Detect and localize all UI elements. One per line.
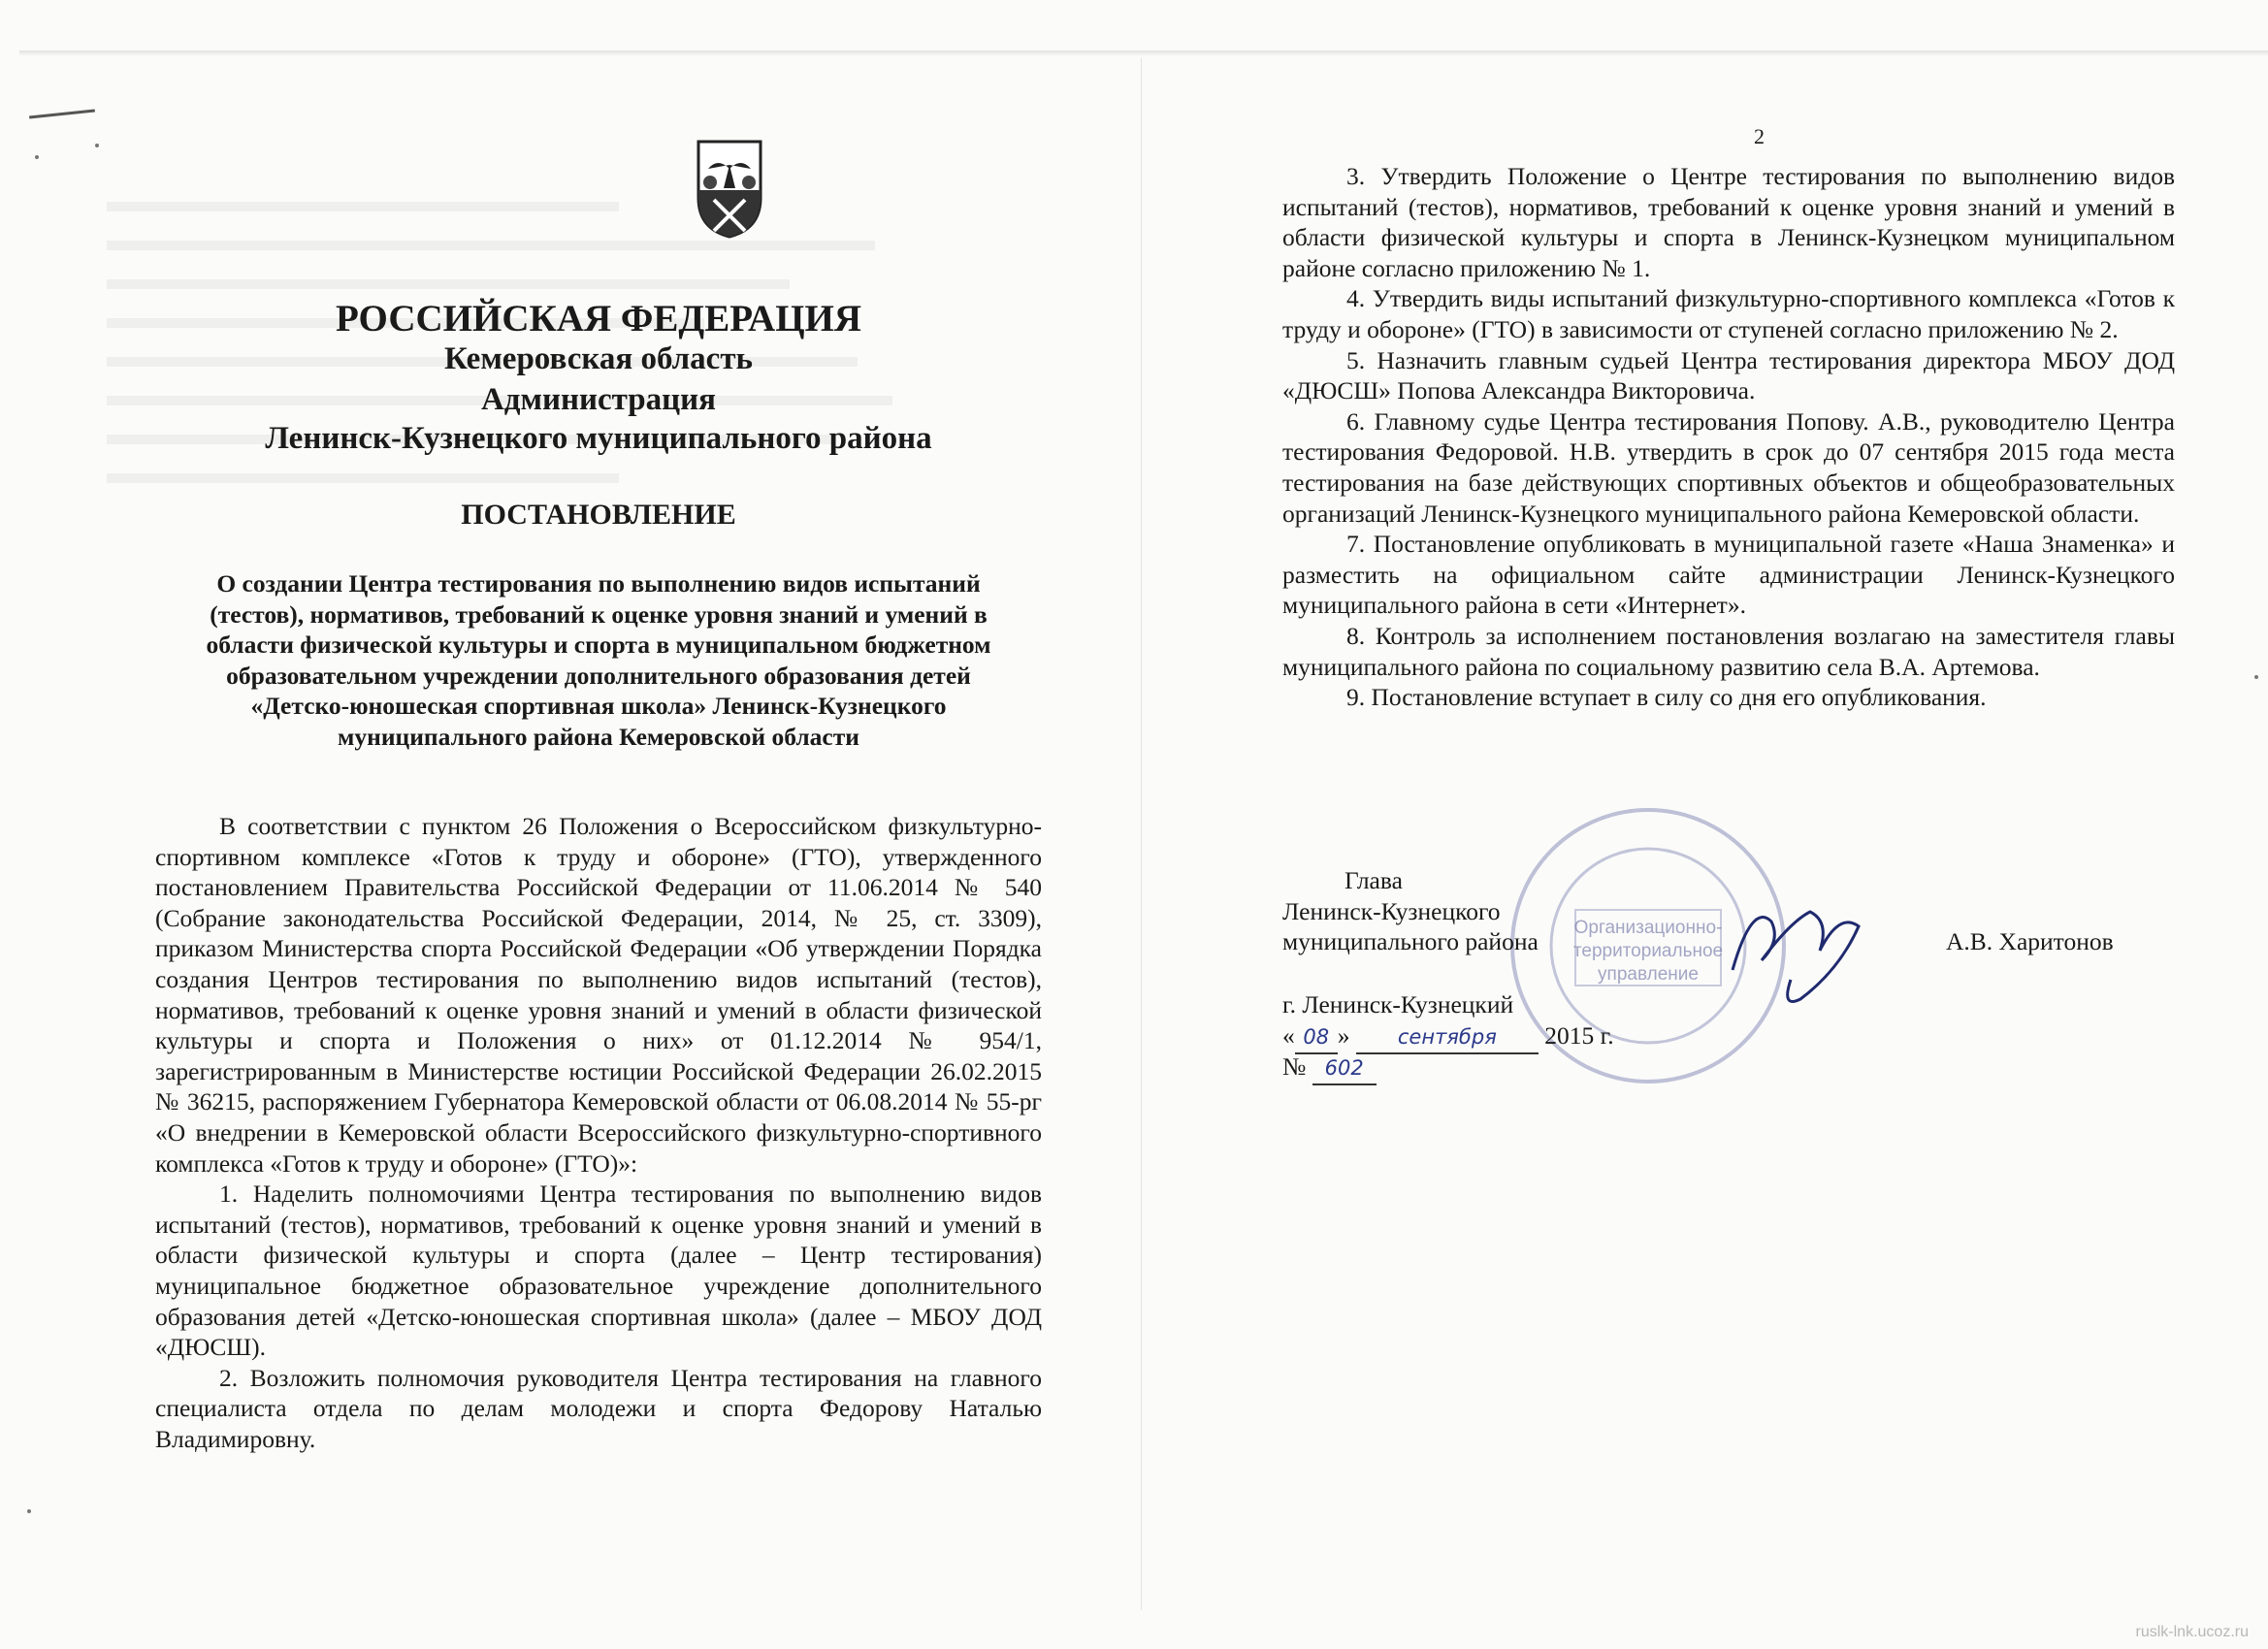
number-label: №: [1282, 1052, 1307, 1081]
number-value: 602: [1312, 1053, 1377, 1085]
decree-item: 6. Главному судье Центра тестирования Попову. А.В., руководителю Центра тестирования Федоровой. Н.В. утвердить в срок до 07 сентября 2015 года места тестирования на базе действующих спортивных объектов и общеобразовательных организаций Ленинск-Кузнецкого муниципального района Кемеровской области.: [1282, 406, 2175, 528]
decree-item: 7. Постановление опубликовать в муниципальной газете «Наша Знаменка» и разместить на официальном сайте администрации Ленинск-Кузнецкого муниципального района в сети «Интернет».: [1282, 530, 2175, 620]
decree-item: 3. Утвердить Положение о Центре тестирования по выполнению видов испытаний (тестов), нормативов, требований к оценке уровня знаний и умений в области физической культуры и спорта в Ленинск-Кузнецком муниципальном районе согласно приложению № 1.: [1282, 162, 2175, 282]
signatory-name: А.В. Харитонов: [1946, 927, 2114, 955]
subject-line: образовательном учреждении дополнительного образования детей: [226, 661, 971, 690]
stamp-text: территориальное: [1572, 941, 1724, 961]
date-month: сентября: [1356, 1022, 1539, 1054]
scan-speck: [35, 155, 39, 159]
scan-speck: [95, 144, 99, 147]
subject-line: муниципального района Кемеровской области: [338, 722, 859, 751]
stamp-text: управление: [1598, 964, 1699, 985]
stamp-text: Организационно-: [1573, 918, 1723, 938]
site-watermark: ruslk-lnk.ucoz.ru: [2135, 1624, 2249, 1640]
region-heading: Кемеровская область: [444, 341, 753, 376]
decree-body-right: [1282, 161, 2175, 713]
decree-item: 5. Назначить главным судьей Центра тестирования директора МБОУ ДОД «ДЮСШ» Попова Александра Викторовича.: [1282, 345, 2175, 405]
country-heading: РОССИЙСКАЯ ФЕДЕРАЦИЯ: [335, 298, 862, 340]
page-number: 2: [1754, 124, 1765, 148]
subject-line: области физической культуры и спорта в муниципальном бюджетном: [206, 630, 991, 659]
decree-date: [1282, 1020, 1614, 1054]
document-type: ПОСТАНОВЛЕНИЕ: [461, 499, 736, 531]
decree-number: [1282, 1051, 1377, 1085]
decree-subject: [155, 568, 1042, 752]
scan-speck: [27, 1509, 31, 1513]
date-year: 2015 г.: [1544, 1021, 1614, 1050]
page-shadow: [19, 50, 2268, 56]
subject-line: «Детско-юношеская спортивная школа» Ленинск-Кузнецкого: [250, 692, 947, 720]
subject-line: О создании Центра тестирования по выполнению видов испытаний: [216, 569, 981, 598]
subject-line: (тестов), нормативов, требований к оценке уровня знаний и умений в: [210, 599, 988, 629]
scan-mark: [29, 109, 95, 118]
scan-speck: [2254, 675, 2258, 679]
decree-item: 2. Возложить полномочия руководителя Центра тестирования на главного специалиста отдела по делам молодежи и спорта Федорову Наталью Владимировну.: [155, 1363, 1042, 1453]
decree-item: 1. Наделить полномочиями Центра тестирования по выполнению видов испытаний (тестов), нормативов, требований к оценке уровня знаний и умений в области физической культуры и спорта (далее – Центр тестирования) муниципальное бюджетное образовательное учреждение дополнительного образования детей «Детско-юношеская спортивная школа» (далее – МБОУ ДОД «ДЮСШ).: [155, 1180, 1042, 1362]
page-fold: [1141, 58, 1142, 1610]
handwritten-signature: [1723, 883, 1868, 1018]
coat-of-arms-icon: [695, 140, 764, 239]
decree-item: 8. Контроль за исполнением постановления возлагаю на заместителя главы муниципального района по социальному развитию села В.А. Артемова.: [1282, 621, 2175, 681]
signatory-title: муниципального района: [1282, 927, 1539, 955]
city: г. Ленинск-Кузнецкий: [1282, 990, 1514, 1018]
date-day: 08: [1295, 1022, 1338, 1054]
date-quote: »: [1337, 1021, 1350, 1050]
signatory-title: Глава: [1345, 866, 1403, 894]
district-heading: Ленинск-Кузнецкого муниципального района: [265, 421, 932, 456]
administration-heading: Администрация: [480, 382, 717, 417]
decree-body-left: [155, 811, 1042, 1454]
decree-item: 4. Утвердить виды испытаний физкультурно-спортивного комплекса «Готов к труду и обороне» (ГТО) в зависимости от ступеней согласно приложению № 2.: [1282, 284, 2175, 343]
preamble: В соответствии с пунктом 26 Положения о Всероссийском физкультурно-спортивном комплексе «Готов к труду и обороне» (ГТО), утвержденного постановлением Правительства Российской Федерации от 11.06.2014 № 540 (Собрание законодательства Российской Федерации, 2014, № 25, ст. 3309), приказом Министерства спорта Российской Федерации «Об утверждении Порядка создания Центров тестирования по выполнению видов испытаний (тестов), нормативов, требований к оценке уровня знаний и умений в области физической культуры и спорта и Положения о них» от 01.12.2014 № 954/1, зарегистрированным в Министерстве юстиции Российской Федерации 26.02.2015 № 36215, распоряжением Губернатора Кемеровской области от 06.08.2014 № 55-рг «О внедрении в Кемеровской области Всероссийского физкультурно-спортивного комплекса «Готов к труду и обороне» (ГТО)»:: [155, 812, 1042, 1178]
date-quote: «: [1282, 1021, 1295, 1050]
decree-item: 9. Постановление вступает в силу со дня его опубликования.: [1346, 683, 1987, 712]
signatory-title: Ленинск-Кузнецкого: [1282, 897, 1501, 925]
